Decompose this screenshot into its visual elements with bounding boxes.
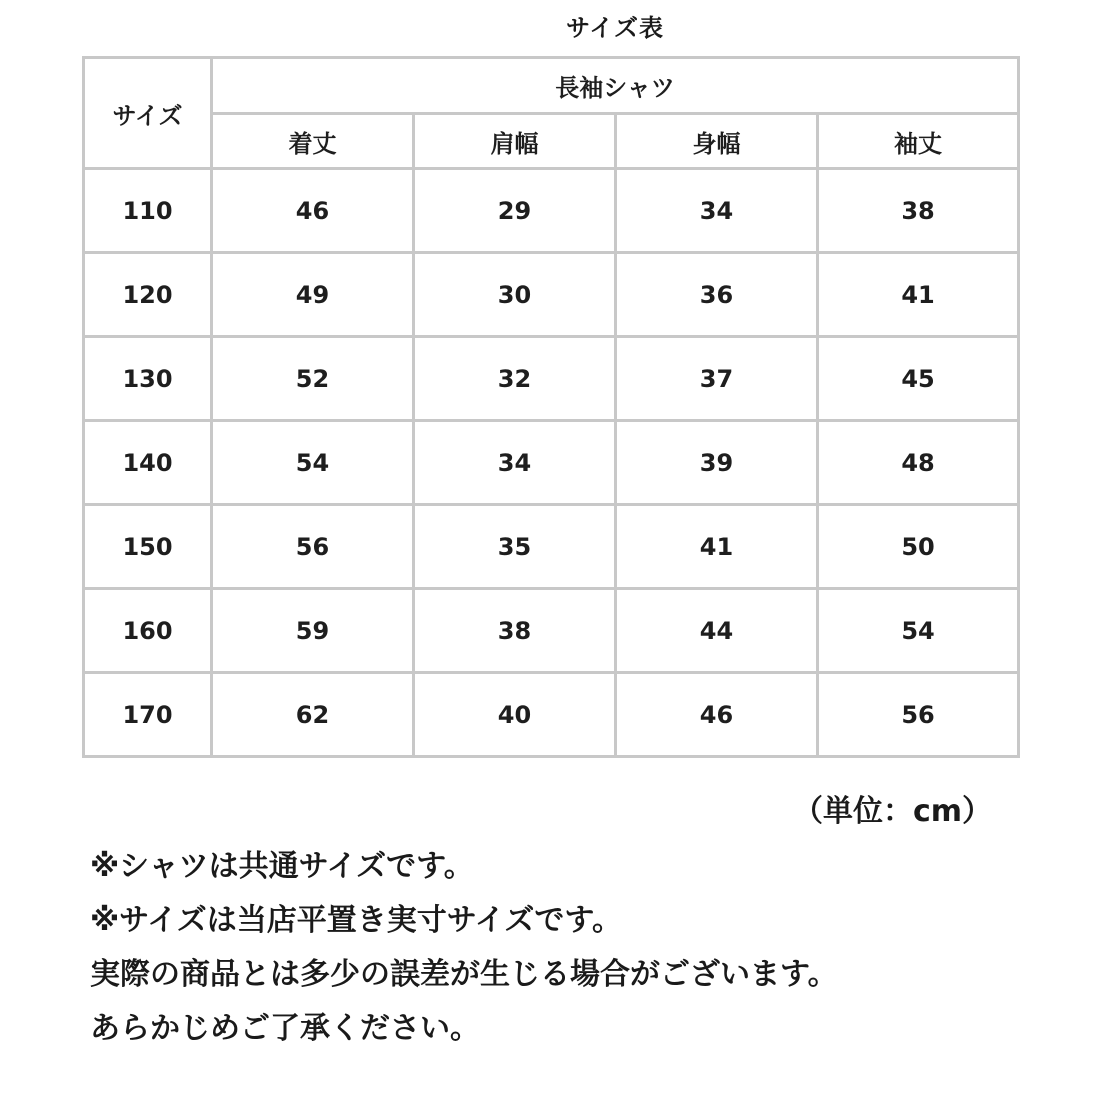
table-row	[84, 253, 1019, 337]
size-cell: 130	[84, 337, 212, 421]
size-column-header: サイズ	[84, 58, 212, 169]
value-cell: 54	[212, 421, 414, 505]
value-cell: 41	[818, 253, 1019, 337]
value-cell: 56	[212, 505, 414, 589]
size-cell: 170	[84, 673, 212, 757]
value-cell: 46	[212, 169, 414, 253]
header-row-columns	[84, 114, 1019, 169]
page-title: サイズ表	[565, 14, 665, 42]
table-row	[84, 169, 1019, 253]
size-cell: 110	[84, 169, 212, 253]
value-cell: 45	[818, 337, 1019, 421]
size-cell: 140	[84, 421, 212, 505]
value-cell: 52	[212, 337, 414, 421]
value-cell: 48	[818, 421, 1019, 505]
value-cell: 38	[414, 589, 616, 673]
size-cell: 150	[84, 505, 212, 589]
note-line: ※サイズは当店平置き実寸サイズです。	[90, 903, 622, 938]
value-cell: 49	[212, 253, 414, 337]
note-line: ※シャツは共通サイズです。	[90, 849, 474, 884]
note-line: あらかじめご了承ください。	[90, 1011, 480, 1046]
value-cell: 29	[414, 169, 616, 253]
value-cell: 32	[414, 337, 616, 421]
value-cell: 56	[818, 673, 1019, 757]
size-cell: 120	[84, 253, 212, 337]
group-header: 長袖シャツ	[212, 58, 1019, 114]
table-row	[84, 505, 1019, 589]
notes	[90, 840, 838, 1056]
size-cell: 160	[84, 589, 212, 673]
unit-note: （単位：cm）	[792, 794, 992, 829]
value-cell: 54	[818, 589, 1019, 673]
value-cell: 34	[414, 421, 616, 505]
column-header-length: 着丈	[212, 114, 414, 169]
value-cell: 40	[414, 673, 616, 757]
header-row-group	[84, 58, 1019, 114]
size-table	[82, 56, 1020, 758]
value-cell: 37	[616, 337, 818, 421]
table-row	[84, 337, 1019, 421]
column-header-chest: 身幅	[616, 114, 818, 169]
value-cell: 50	[818, 505, 1019, 589]
table-row	[84, 589, 1019, 673]
value-cell: 35	[414, 505, 616, 589]
column-header-sleeve: 袖丈	[818, 114, 1019, 169]
value-cell: 30	[414, 253, 616, 337]
value-cell: 38	[818, 169, 1019, 253]
value-cell: 34	[616, 169, 818, 253]
value-cell: 62	[212, 673, 414, 757]
table-row	[84, 673, 1019, 757]
table-row	[84, 421, 1019, 505]
value-cell: 36	[616, 253, 818, 337]
value-cell: 44	[616, 589, 818, 673]
value-cell: 39	[616, 421, 818, 505]
column-header-shoulder: 肩幅	[414, 114, 616, 169]
note-line: 実際の商品とは多少の誤差が生じる場合がございます。	[90, 957, 838, 992]
value-cell: 59	[212, 589, 414, 673]
value-cell: 41	[616, 505, 818, 589]
value-cell: 46	[616, 673, 818, 757]
